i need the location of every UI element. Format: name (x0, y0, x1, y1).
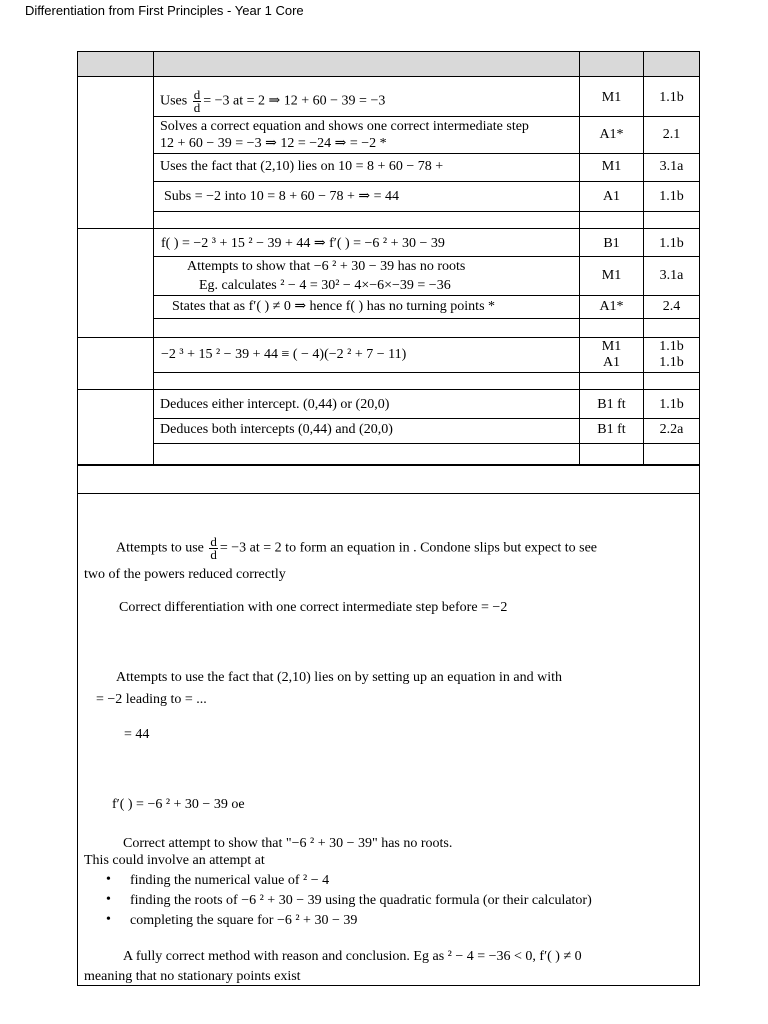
note7-line2: meaning that no stationary points exist (84, 969, 301, 984)
row9-working: Deduces either intercept. (0,44) or (20,0) (160, 397, 390, 412)
row2-working-line1: Solves a correct equation and shows one correct intermediate step (160, 119, 529, 134)
row7-mark: A1* (599, 299, 624, 314)
row7-ao: 2.4 (662, 299, 681, 314)
note1-line2: two of the powers reduced correctly (84, 567, 286, 582)
row8-ao2: 1.1b (659, 355, 684, 370)
note1-frac-denominator: d (210, 547, 217, 562)
row8-mark-m1: M1 (601, 339, 622, 354)
row9-ao: 1.1b (659, 397, 684, 412)
row1-frac-numerator: d (193, 87, 201, 102)
row1-pre: Uses (160, 93, 191, 109)
bullet-item-2: finding the roots of −6 ² + 30 − 39 using the quadratic formula (or their calculator) (130, 893, 592, 908)
table-header-shade-col2 (154, 52, 579, 76)
bullet-dot: • (106, 912, 111, 927)
note2: Correct differentiation with one correct intermediate step before = −2 (119, 600, 508, 615)
row4-working: Subs = −2 into 10 = 8 + 60 − 78 + ⇒ = 44 (164, 189, 400, 204)
note6-line1: Correct attempt to show that "−6 ² + 30 − 39" has no roots. (123, 836, 453, 851)
table-col-divider (153, 51, 154, 465)
row6-ao: 3.1a (659, 268, 684, 283)
bullet-dot: • (106, 892, 111, 907)
table-header-shade-col1 (78, 52, 153, 76)
row6-working-line2: Eg. calculates ² − 4 = 30² − 4×−6×−39 = −36 (199, 278, 451, 293)
table-row-divider (153, 153, 700, 154)
table-row-divider (153, 211, 700, 212)
note5: f′( ) = −6 ² + 30 − 39 oe (112, 797, 245, 812)
row1-derivative-fraction (193, 89, 202, 114)
table-row-divider (153, 256, 700, 257)
notes-title-divider (77, 493, 700, 494)
row1-mark: M1 (601, 90, 622, 105)
row9-mark: B1 ft (597, 397, 626, 412)
row8-ao1: 1.1b (659, 339, 684, 354)
table-row-divider (153, 295, 700, 296)
row10-ao: 2.2a (659, 422, 684, 437)
row1-frac-denominator: d (193, 100, 201, 115)
note1-pre: Attempts to use (116, 540, 208, 556)
bullet-item-1: finding the numerical value of ² − 4 (130, 873, 330, 888)
row6-mark: M1 (601, 268, 622, 283)
table-row-divider (153, 116, 700, 117)
note3-line2: = −2 leading to = ... (96, 692, 207, 707)
note1-derivative-fraction (209, 536, 218, 561)
row2-mark: A1* (599, 127, 624, 142)
note1-post: = −3 at = 2 to form an equation in . Condone slips but expect to see (219, 540, 598, 556)
table-row-divider (153, 418, 700, 419)
row6-working-line1: Attempts to show that −6 ² + 30 − 39 has no roots (187, 259, 466, 274)
row3-working: Uses the fact that (2,10) lies on 10 = 8 + 60 − 78 + (160, 159, 444, 174)
bullet-item-3: completing the square for −6 ² + 30 − 39 (130, 913, 358, 928)
row10-working: Deduces both intercepts (0,44) and (20,0) (160, 422, 393, 437)
row2-ao: 2.1 (662, 127, 681, 142)
table-header-shade-col4 (644, 52, 699, 76)
table-row-divider (77, 389, 700, 390)
row3-mark: M1 (601, 159, 622, 174)
row3-ao: 3.1a (659, 159, 684, 174)
row10-mark: B1 ft (597, 422, 626, 437)
table-row-divider (153, 372, 700, 373)
row5-mark: B1 (603, 236, 620, 251)
row4-mark: A1 (602, 189, 621, 204)
row1-post: = −3 at = 2 ⇒ 12 + 60 − 39 = −3 (203, 93, 386, 109)
row8-mark-a1: A1 (602, 355, 621, 370)
page-header-title: Differentiation from First Principles - Year 1 Core (25, 3, 304, 18)
note1-frac-numerator: d (210, 534, 217, 549)
note1-line1 (116, 536, 597, 561)
row5-working: f( ) = −2 ³ + 15 ² − 39 + 44 ⇒ f′( ) = −6 ² + 30 − 39 (161, 236, 445, 251)
table-row-divider (153, 318, 700, 319)
note6-line2: This could involve an attempt at (84, 853, 265, 868)
bullet-dot: • (106, 872, 111, 887)
row8-working: −2 ³ + 15 ² − 39 + 44 ≡ ( − 4)(−2 ² + 7 − 11) (161, 347, 407, 362)
table-row-divider (77, 228, 700, 229)
row4-ao: 1.1b (659, 189, 684, 204)
note3-line1: Attempts to use the fact that (2,10) lies on by setting up an equation in and with (116, 670, 562, 685)
row2-working-line2: 12 + 60 − 39 = −3 ⇒ 12 = −24 ⇒ = −2 * (160, 136, 387, 151)
note7-line1: A fully correct method with reason and conclusion. Eg as ² − 4 = −36 < 0, f′( ) ≠ 0 (123, 949, 582, 964)
table-row-divider (153, 181, 700, 182)
note4: = 44 (124, 727, 150, 742)
row7-working: States that as f′( ) ≠ 0 ⇒ hence f( ) has no turning points * (172, 299, 496, 314)
table-header-shade-col3 (580, 52, 643, 76)
row1-ao: 1.1b (659, 90, 684, 105)
row5-ao: 1.1b (659, 236, 684, 251)
table-row-divider (153, 443, 700, 444)
table-row-divider (77, 76, 700, 77)
row1-working (160, 89, 385, 114)
